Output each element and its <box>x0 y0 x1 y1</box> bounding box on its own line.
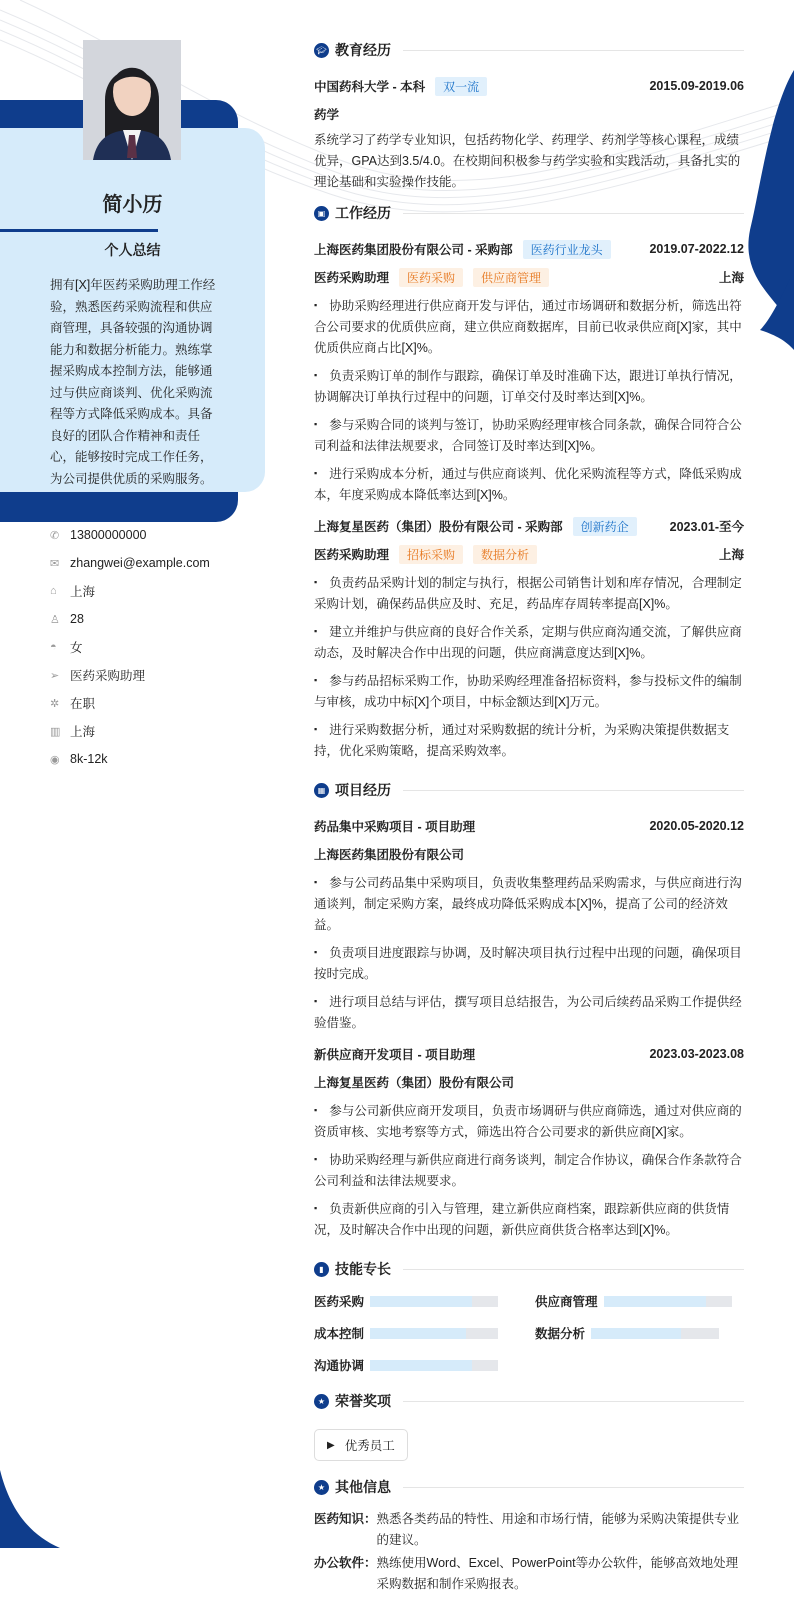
contact-position <box>50 661 210 689</box>
bullet: ▪ 参与药品招标采购工作，协助采购经理准备招标资料，参与投标文件的编制与审核，成功中标[X]个项目，中标金额达到[X]万元。 <box>314 670 744 713</box>
bullet: ▪ 进行项目总结与评估，撰写项目总结报告，为公司后续药品采购工作提供经验借鉴。 <box>314 991 744 1034</box>
skill-name: 供应商管理 <box>535 1295 598 1309</box>
section-title: 荣誉奖项 <box>335 1393 391 1409</box>
skill-bar <box>370 1296 498 1307</box>
skill-bar-fill <box>591 1328 681 1339</box>
contact-value: 上海 <box>70 725 96 739</box>
other-key: 办公软件： <box>314 1556 377 1570</box>
work-item <box>314 235 744 506</box>
project-org: 上海复星医药（集团）股份有限公司 <box>314 1076 515 1090</box>
contact-list <box>50 521 210 773</box>
education-date: 2015.09-2019.06 <box>649 79 744 93</box>
briefcase-icon: ▣ <box>314 206 329 221</box>
company-tag: 创新药企 <box>573 517 637 536</box>
other-value: 熟练使用Word、Excel、PowerPoint等办公软件，能够高效地处理采购数据和制作采购报表。 <box>376 1556 739 1591</box>
other-key: 医药知识： <box>314 1512 377 1526</box>
education-section <box>314 38 744 193</box>
school-name: 中国药科大学 - 本科 <box>314 80 426 94</box>
bullet: ▪ 参与公司药品集中采购项目，负责收集整理药品采购需求，与供应商进行沟通谈判，制定采购方案，最终成功降低采购成本[X]%，提高了公司的经济效益。 <box>314 872 744 936</box>
main-content <box>314 38 744 1597</box>
contact-value: 28 <box>70 612 84 626</box>
skill-item <box>535 1323 744 1343</box>
contact-city <box>50 717 210 745</box>
project-item <box>314 812 744 1034</box>
role-tag: 供应商管理 <box>473 268 549 287</box>
contact-gender <box>50 633 210 661</box>
skill-item <box>314 1291 535 1311</box>
section-title: 其他信息 <box>335 1479 391 1495</box>
bullet: ▪ 参与公司新供应商开发项目，负责市场调研与供应商筛选，通过对供应商的资质审核、实地考察等方式，筛选出符合公司要求的新供应商[X]家。 <box>314 1100 744 1143</box>
status-icon: ✲ <box>50 697 60 710</box>
skill-bar <box>604 1296 732 1307</box>
other-item <box>314 1553 744 1595</box>
person-name: 简小历 <box>102 194 163 216</box>
summary-text: 拥有[X]年医药采购助理工作经验，熟悉医药采购流程和供应商管理，具备较强的沟通协调能力和数据分析能力。熟练掌握采购成本控制方法，能够通过与供应商谈判、优化采购流程等方式降低采购成本。具备良好的团队合作精神和责任心，能够按时完成工作任务，为公司提供优质的采购服务。 <box>50 278 216 486</box>
award-icon: ★ <box>314 1394 329 1409</box>
project-section <box>314 778 744 1241</box>
section-title: 技能专长 <box>335 1261 391 1277</box>
work-city: 上海 <box>718 548 744 562</box>
bullet: ▪ 进行采购数据分析，通过对采购数据的统计分析，为采购决策提供数据支持，优化采购策略，提高采购效率。 <box>314 719 744 762</box>
skill-item <box>314 1323 535 1343</box>
work-date: 2023.01-至今 <box>669 520 744 534</box>
project-date: 2023.03-2023.08 <box>649 1047 744 1061</box>
bullet: ▪ 负责项目进度跟踪与协调，及时解决项目执行过程中出现的问题，确保项目按时完成。 <box>314 942 744 985</box>
contact-status <box>50 689 210 717</box>
contact-salary <box>50 745 210 773</box>
education-description: 系统学习了药学专业知识，包括药物化学、药理学、药剂学等核心课程，成绩优异，GPA达到3.5/4.0。在校期间积极参与药学实验和实践活动，具备扎实的理论基础和实验操作技能。 <box>314 133 741 189</box>
skill-bar <box>591 1328 719 1339</box>
project-name: 药品集中采购项目 - 项目助理 <box>314 820 476 834</box>
grid-icon: ▦ <box>314 783 329 798</box>
skill-name: 医药采购 <box>314 1295 365 1309</box>
salary-icon: ◉ <box>50 753 60 766</box>
gender-icon: ◓ <box>50 641 57 653</box>
skill-item <box>314 1355 535 1375</box>
skill-bar <box>370 1328 498 1339</box>
avatar-photo <box>83 40 181 160</box>
name-divider <box>0 229 158 232</box>
other-section <box>314 1475 744 1595</box>
awards-section <box>314 1389 744 1475</box>
award-name: 优秀员工 <box>344 1439 395 1453</box>
play-icon: ▶ <box>327 1439 335 1451</box>
skill-name: 数据分析 <box>535 1327 586 1341</box>
skill-bar-fill <box>370 1360 472 1371</box>
bar-chart-icon: ▮ <box>314 1262 329 1277</box>
major: 药学 <box>314 108 340 122</box>
skill-item <box>535 1291 744 1311</box>
role: 医药采购助理 <box>314 548 390 562</box>
role-tag: 数据分析 <box>473 545 537 564</box>
contact-value: zhangwei@example.com <box>70 556 210 570</box>
bullet: ▪ 协助采购经理进行供应商开发与评估，通过市场调研和数据分析，筛选出符合公司要求的优质供应商，建立供应商数据库，目前已收录供应商[X]家，其中优质供应商占比[X]%。 <box>314 295 744 359</box>
contact-email <box>50 549 210 577</box>
contact-value: 上海 <box>70 585 96 599</box>
home-icon: ⌂ <box>50 585 57 597</box>
summary-title: 个人总结 <box>104 242 161 258</box>
contact-location <box>50 577 210 605</box>
bullet: ▪ 负责药品采购计划的制定与执行，根据公司销售计划和库存情况，合理制定采购计划，确保药品供应及时、充足，药品库存周转率提高[X]%。 <box>314 572 744 615</box>
skills-section <box>314 1257 744 1375</box>
section-title: 教育经历 <box>335 42 391 58</box>
contact-value: 8k-12k <box>70 752 108 766</box>
contact-value: 女 <box>70 641 83 655</box>
work-item <box>314 512 744 762</box>
bullet: ▪ 负责采购订单的制作与跟踪，确保订单及时准确下达，跟进订单执行情况，协调解决订单执行过程中的问题，订单交付及时率达到[X]%。 <box>314 365 744 408</box>
contact-value: 在职 <box>70 697 96 711</box>
age-icon: ♙ <box>50 613 60 626</box>
other-value: 熟悉各类药品的特性、用途和市场行情，能够为采购决策提供专业的建议。 <box>376 1512 740 1547</box>
section-title: 项目经历 <box>335 782 391 798</box>
project-date: 2020.05-2020.12 <box>649 819 744 833</box>
building-icon: ▥ <box>50 725 61 738</box>
skill-bar <box>370 1360 498 1371</box>
role-tag: 医药采购 <box>399 268 463 287</box>
graduation-cap-icon: 🎓︎ <box>314 43 329 58</box>
skill-bar-fill <box>604 1296 706 1307</box>
info-icon: ★ <box>314 1480 329 1495</box>
school-tag: 双一流 <box>435 77 487 96</box>
mail-icon: ✉ <box>50 557 60 570</box>
contact-value: 13800000000 <box>70 528 147 542</box>
send-icon: ➢ <box>50 669 60 682</box>
other-item <box>314 1509 744 1551</box>
bullet: ▪ 参与采购合同的谈判与签订，协助采购经理审核合同条款，确保合同符合公司利益和法律法规要求，合同签订及时率达到[X]%。 <box>314 414 744 457</box>
skill-name: 成本控制 <box>314 1327 365 1341</box>
work-section <box>314 201 744 762</box>
bullet: ▪ 协助采购经理与新供应商进行商务谈判，制定合作协议，确保合作条款符合公司利益和法律法规要求。 <box>314 1149 744 1192</box>
project-org: 上海医药集团股份有限公司 <box>314 848 465 862</box>
project-item <box>314 1040 744 1241</box>
contact-age <box>50 605 210 633</box>
skill-bar-fill <box>370 1328 466 1339</box>
company-name: 上海医药集团股份有限公司 - 采购部 <box>314 243 513 257</box>
bullet: ▪ 建立并维护与供应商的良好合作关系，定期与供应商沟通交流，了解供应商动态，及时解决合作中出现的问题，供应商满意度达到[X]%。 <box>314 621 744 664</box>
sidebar <box>0 0 265 800</box>
contact-phone <box>50 521 210 549</box>
role-tag: 招标采购 <box>399 545 463 564</box>
company-tag: 医药行业龙头 <box>523 240 611 259</box>
bullet: ▪ 负责新供应商的引入与管理，建立新供应商档案，跟踪新供应商的供货情况，及时解决合作中出现的问题，新供应商供货合格率达到[X]%。 <box>314 1198 744 1241</box>
award-item <box>314 1429 408 1461</box>
work-city: 上海 <box>718 271 744 285</box>
contact-value: 医药采购助理 <box>70 669 146 683</box>
section-title: 工作经历 <box>335 205 391 221</box>
work-date: 2019.07-2022.12 <box>649 242 744 256</box>
skill-name: 沟通协调 <box>314 1359 365 1373</box>
skill-bar-fill <box>370 1296 472 1307</box>
bullet: ▪ 进行采购成本分析，通过与供应商谈判、优化采购流程等方式，降低采购成本，年度采购成本降低率达到[X]%。 <box>314 463 744 506</box>
phone-icon: ✆ <box>50 529 60 542</box>
project-name: 新供应商开发项目 - 项目助理 <box>314 1048 476 1062</box>
role: 医药采购助理 <box>314 271 390 285</box>
company-name: 上海复星医药（集团）股份有限公司 - 采购部 <box>314 520 563 534</box>
